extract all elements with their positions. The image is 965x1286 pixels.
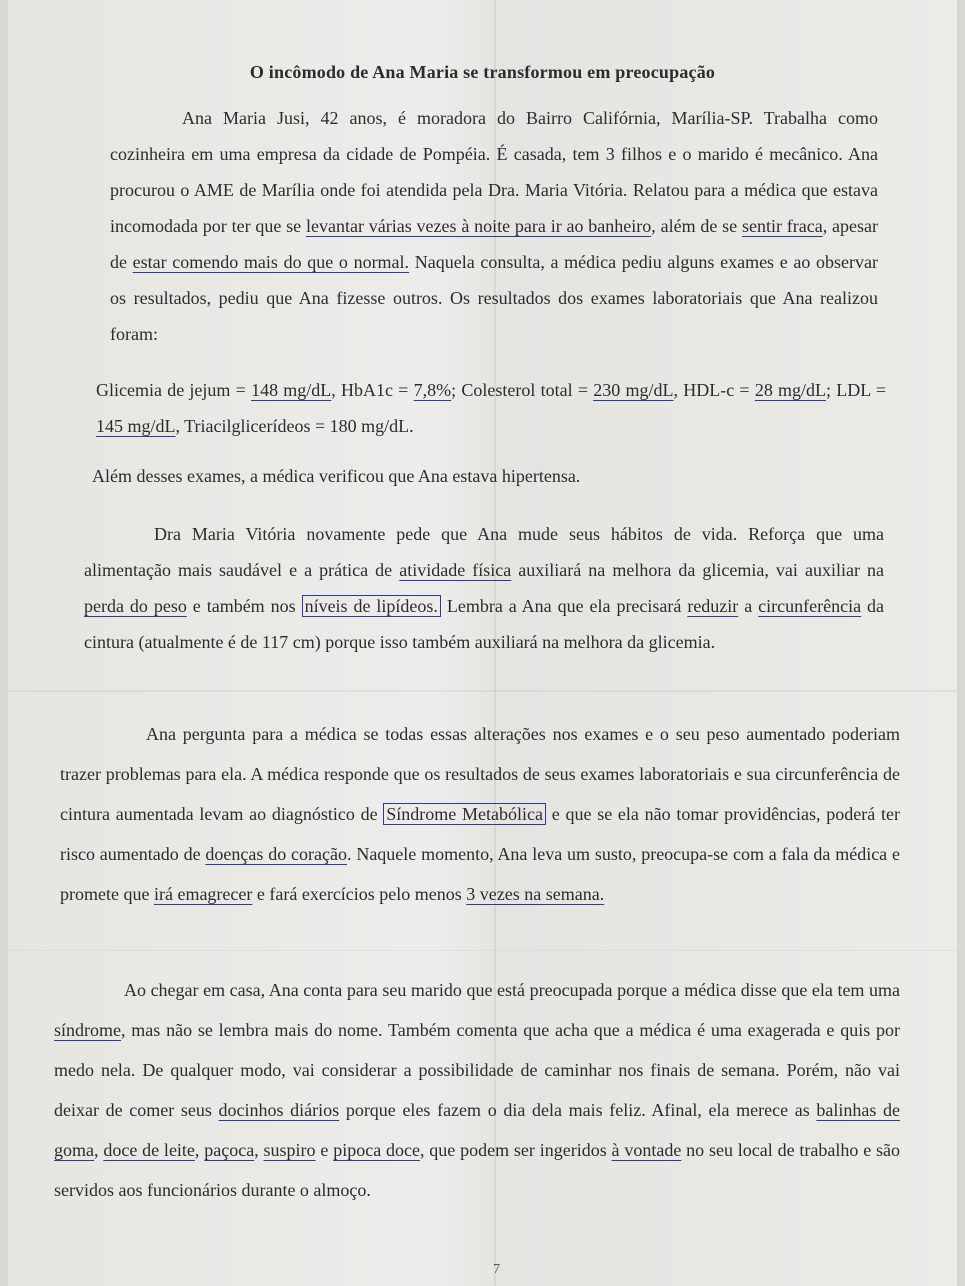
- paper-fold-horizontal: [8, 690, 957, 692]
- paragraph-doctor-advice: Dra Maria Vitória novamente pede que Ana mude seus hábitos de vida. Reforça que uma alimentação mais saudável e a prática de atividade física auxiliará na melhora da glicemia, vai auxiliar na perda do peso e também nos níveis de lipídeos. Lembra a Ana que ela precisará reduzir a circunferência da cintura (atualmente é de 117 cm) porque isso também auxiliará na melhora da glicemia.: [84, 524, 885, 652]
- underlined-text: síndrome: [54, 1020, 121, 1040]
- underlined-text: 230 mg/dL: [593, 380, 674, 400]
- underlined-text: perda do peso: [84, 596, 187, 616]
- underlined-text: balinhas de goma: [54, 1100, 900, 1160]
- underlined-text: atividade física: [399, 560, 512, 580]
- underlined-text: levantar várias vezes à noite para ir ao banheiro: [305, 216, 652, 236]
- paragraph-at-home: Ao chegar em casa, Ana conta para seu marido que está preocupada porque a médica disse que ela tem uma síndrome, mas não se lembra mais do nome. Também comenta que acha que a médica é uma exagerada e quis por medo nela. De qualquer modo, vai considerar a possibilidade de caminhar nos finais de semana. Porém, não vai deixar de comer seus docinhos diários porque eles fazem o dia dela mais feliz. Afinal, ela merece as balinhas de goma, doce de leite, paçoca, suspiro e pipoca doce, que podem ser ingeridos à vontade no seu local de trabalho e são servidos aos funcionários durante o almoço.: [54, 980, 901, 1200]
- underlined-text: irá emagrecer: [153, 884, 253, 904]
- boxed-text: níveis de lipídeos.: [302, 595, 441, 617]
- underlined-text: 7,8%: [413, 380, 452, 400]
- underlined-text: doenças do coração: [205, 844, 347, 864]
- underlined-text: 3 vezes na semana.: [466, 884, 605, 904]
- underlined-text: estar comendo mais do que o normal.: [132, 252, 410, 272]
- underlined-text: à vontade: [611, 1140, 682, 1160]
- paragraph-diagnosis: Ana pergunta para a médica se todas essas alterações nos exames e o seu peso aumentado poderiam trazer problemas para ela. A médica responde que os resultados de seus exames laboratoriais e sua circunferência de cintura aumentada levam ao diagnóstico de Síndrome Metabólica e que se ela não tomar providências, poderá ter risco aumentado de doenças do coração. Naquele momento, Ana leva um susto, preocupa-se com a fala da médica e promete que irá emagrecer e fará exercícios pelo menos 3 vezes na semana.: [60, 724, 900, 904]
- document-page: [8, 0, 957, 1286]
- underlined-text: doce de leite: [103, 1140, 195, 1160]
- paper-fold-horizontal-lower: [8, 950, 957, 951]
- underlined-text: sentir fraca: [741, 216, 823, 236]
- underlined-text: docinhos diários: [218, 1100, 340, 1120]
- underlined-text: paçoca: [204, 1140, 255, 1160]
- underlined-text: 145 mg/dL: [96, 416, 176, 436]
- underlined-text: pipoca doce: [333, 1140, 420, 1160]
- paragraph-lab-results: Glicemia de jejum = 148 mg/dL, HbA1c = 7,8%; Colesterol total = 230 mg/dL, HDL-c = 28 mg/dL; LDL = 145 mg/dL, Triacilglicerídeos = 180 mg/dL.: [96, 380, 886, 436]
- underlined-text: 148 mg/dL: [251, 380, 332, 400]
- boxed-text: Síndrome Metabólica: [383, 803, 546, 825]
- underlined-text: circunferência: [758, 596, 862, 616]
- document-title: O incômodo de Ana Maria se transformou em preocupação: [249, 62, 716, 82]
- underlined-text: 28 mg/dL: [754, 380, 827, 400]
- paragraph-hypertension: Além desses exames, a médica verificou que Ana estava hipertensa.: [92, 466, 581, 486]
- page-number: 7: [493, 1262, 500, 1277]
- underlined-text: suspiro: [263, 1140, 316, 1160]
- underlined-text: reduzir: [687, 596, 739, 616]
- paragraph-intro: Ana Maria Jusi, 42 anos, é moradora do Bairro Califórnia, Marília-SP. Trabalha como cozinheira em uma empresa da cidade de Pompéia. É casada, tem 3 filhos e o marido é mecânico. Ana procurou o AME de Marília onde foi atendida pela Dra. Maria Vitória. Relatou para a médica que estava incomodada por ter que se levantar várias vezes à noite para ir ao banheiro, além de se sentir fraca, apesar de estar comendo mais do que o normal. Naquela consulta, a médica pediu alguns exames e ao observar os resultados, pediu que Ana fizesse outros. Os resultados dos exames laboratoriais que Ana realizou foram:: [110, 108, 879, 344]
